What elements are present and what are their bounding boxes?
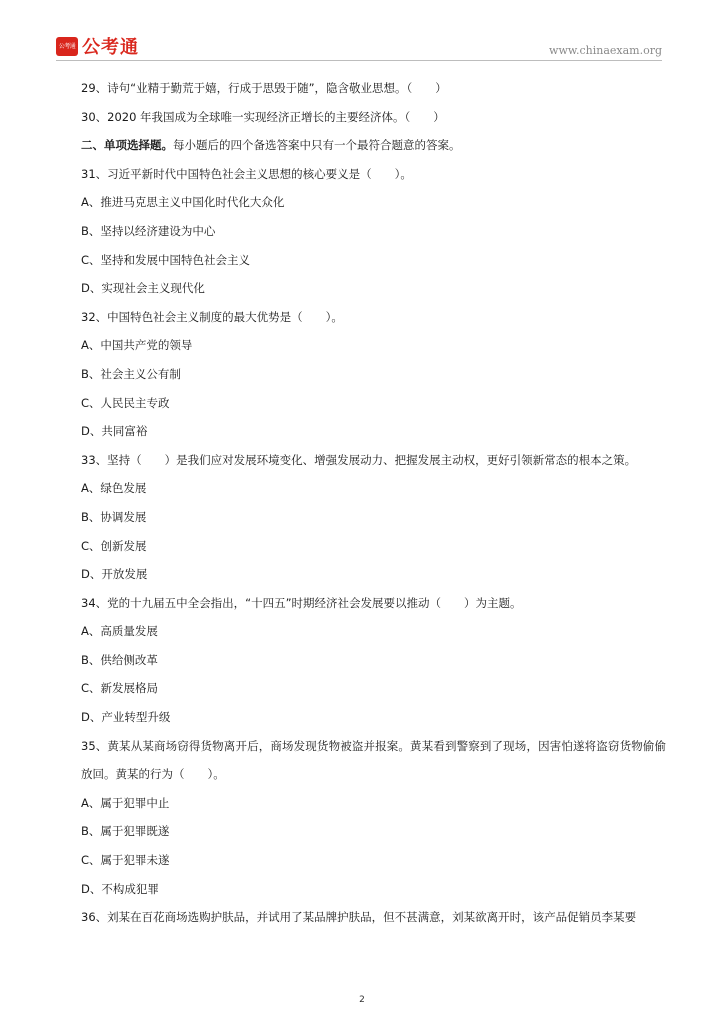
option-31-a: A、推进马克思主义中国化时代化大众化 — [81, 195, 285, 210]
option-31-c: C、坚持和发展中国特色社会主义 — [81, 252, 251, 267]
section-heading — [56, 131, 666, 160]
question-31: 31、习近平新时代中国特色社会主义思想的核心要义是（ ）。 — [81, 166, 412, 181]
option-33-b: B、协调发展 — [81, 509, 147, 524]
option-35-b: B、属于犯罪既遂 — [81, 824, 170, 839]
option-35-c: C、属于犯罪未遂 — [81, 853, 170, 868]
question-30: 30、2020 年我国成为全球唯一实现经济正增长的主要经济体。（ ） — [81, 109, 445, 124]
logo — [56, 33, 139, 59]
option-32-c: C、人民民主专政 — [81, 395, 170, 410]
question-34: 34、党的十九届五中全会指出，“十四五”时期经济社会发展要以推动（ ）为主题。 — [81, 595, 522, 610]
document-body — [56, 74, 666, 932]
question-29: 29、诗句“业精于勤荒于嬉，行成于思毁于随”，隐含敬业思想。（ ） — [81, 81, 447, 95]
page-header — [56, 33, 662, 61]
option-34-a: A、高质量发展 — [81, 624, 158, 639]
option-33-a: A、绿色发展 — [81, 481, 147, 496]
option-34-c: C、新发展格局 — [81, 681, 159, 696]
question-36: 36、刘某在百花商场选购护肤品，并试用了某品牌护肤品，但不甚满意，刘某欲离开时，该产品促销员李某要 — [81, 910, 637, 925]
question-35: 35、黄某从某商场窃得货物离开后，商场发现货物被盗并报案。黄某看到警察到了现场，因害怕遂将盗窃货物偷偷放回。黄某的行为（ ）。 — [81, 738, 666, 782]
option-32-d: D、共同富裕 — [81, 424, 148, 439]
question-32: 32、中国特色社会主义制度的最大优势是（ ）。 — [81, 309, 343, 324]
option-35-a: A、属于犯罪中止 — [81, 795, 170, 810]
option-33-d: D、开放发展 — [81, 567, 148, 582]
header-divider — [56, 60, 662, 61]
section-title: 二、单项选择题。 — [81, 138, 173, 153]
option-33-c: C、创新发展 — [81, 538, 147, 553]
option-34-b: B、供给侧改革 — [81, 652, 158, 667]
page-number: 2 — [359, 995, 365, 1005]
option-34-d: D、产业转型升级 — [81, 710, 171, 725]
option-32-a: A、中国共产党的领导 — [81, 338, 193, 353]
option-32-b: B、社会主义公有制 — [81, 366, 181, 381]
option-31-b: B、坚持以经济建设为中心 — [81, 223, 216, 238]
site-url: www.chinaexam.org — [549, 44, 662, 57]
option-31-d: D、实现社会主义现代化 — [81, 281, 205, 296]
question-33: 33、坚持（ ）是我们应对发展环境变化、增强发展动力、把握发展主动权，更好引领新常态的根本之策。 — [81, 452, 637, 467]
option-35-d: D、不构成犯罪 — [81, 881, 159, 896]
logo-badge: 公考通 — [56, 37, 78, 56]
section-description: 每小题后的四个备选答案中只有一个最符合题意的答案。 — [173, 138, 461, 153]
logo-text: 公考通 — [82, 37, 139, 58]
